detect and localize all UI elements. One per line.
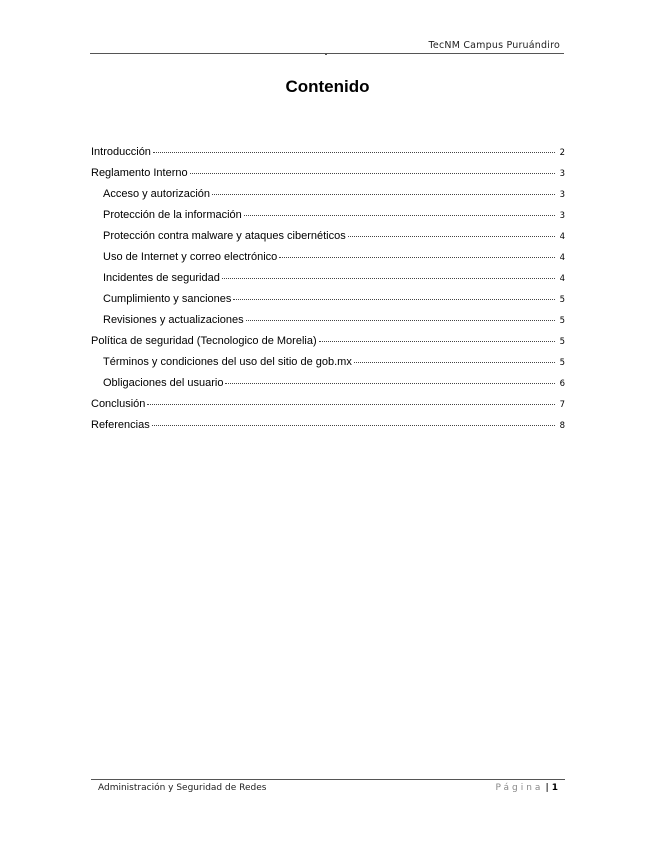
toc-entry-page: 5 xyxy=(559,295,565,305)
header-rule-mark xyxy=(325,53,327,55)
footer-page-number: 1 xyxy=(551,783,558,793)
toc-entry-title[interactable]: Protección de la información xyxy=(103,209,242,221)
toc-entry-title[interactable]: Introducción xyxy=(91,146,151,158)
toc-entry-page: 5 xyxy=(559,358,565,368)
toc-entry-title[interactable]: Conclusión xyxy=(91,398,146,410)
toc-entry-title[interactable]: Incidentes de seguridad xyxy=(103,272,220,284)
toc-entry-title[interactable]: Revisiones y actualizaciones xyxy=(103,314,244,326)
toc-entry-title[interactable]: Cumplimiento y sanciones xyxy=(103,293,232,305)
header-rule xyxy=(90,53,564,54)
toc-dot-leader xyxy=(190,173,555,174)
toc-entry[interactable] xyxy=(91,398,565,419)
toc-entry[interactable] xyxy=(91,167,565,188)
toc-dot-leader xyxy=(225,383,555,384)
toc-entry-page: 8 xyxy=(559,421,565,431)
toc-entry-title[interactable]: Uso de Internet y correo electrónico xyxy=(103,251,278,263)
toc-entry[interactable] xyxy=(91,188,565,209)
toc-entry[interactable] xyxy=(91,146,565,167)
toc-entry[interactable] xyxy=(91,230,565,251)
toc-entry-title[interactable]: Acceso y autorización xyxy=(103,188,210,200)
footer-course: Administración y Seguridad de Redes xyxy=(98,783,267,793)
toc-dot-leader xyxy=(153,152,555,153)
toc-entry-title[interactable]: Términos y condiciones del uso del sitio de gob.mx xyxy=(103,356,352,368)
toc-entry[interactable] xyxy=(91,314,565,335)
toc-entry-page: 3 xyxy=(559,169,565,179)
toc-entry-title[interactable]: Referencias xyxy=(91,419,150,431)
toc-entry-page: 3 xyxy=(559,211,565,221)
toc-entry[interactable] xyxy=(91,377,565,398)
toc-dot-leader xyxy=(147,404,555,405)
table-of-contents xyxy=(91,146,565,440)
toc-entry-page: 7 xyxy=(559,400,565,410)
footer-page-info xyxy=(495,783,558,793)
toc-dot-leader xyxy=(152,425,555,426)
toc-entry-page: 6 xyxy=(559,379,565,389)
toc-entry-title[interactable]: Protección contra malware y ataques cibernéticos xyxy=(103,230,346,242)
footer-page-label: Página xyxy=(495,783,544,793)
toc-entry-title[interactable]: Reglamento Interno xyxy=(91,167,188,179)
toc-entry-page: 2 xyxy=(559,148,565,158)
toc-entry-page: 4 xyxy=(559,232,565,242)
toc-entry[interactable] xyxy=(91,272,565,293)
toc-entry[interactable] xyxy=(91,251,565,272)
toc-entry-title[interactable]: Política de seguridad (Tecnologico de Morelia) xyxy=(91,335,317,347)
toc-dot-leader xyxy=(222,278,555,279)
toc-entry-page: 3 xyxy=(559,190,565,200)
toc-dot-leader xyxy=(246,320,555,321)
page-title: Contenido xyxy=(285,77,370,96)
toc-dot-leader xyxy=(279,257,555,258)
toc-entry-page: 4 xyxy=(559,253,565,263)
header-campus: TecNM Campus Puruándiro xyxy=(428,40,560,51)
footer-rule xyxy=(91,779,565,780)
toc-entry-page: 4 xyxy=(559,274,565,284)
toc-entry-page: 5 xyxy=(559,337,565,347)
toc-entry[interactable] xyxy=(91,293,565,314)
toc-entry-title[interactable]: Obligaciones del usuario xyxy=(103,377,224,389)
toc-entry-page: 5 xyxy=(559,316,565,326)
toc-dot-leader xyxy=(319,341,555,342)
toc-dot-leader xyxy=(354,362,555,363)
toc-entry[interactable] xyxy=(91,419,565,440)
toc-dot-leader xyxy=(348,236,555,237)
toc-dot-leader xyxy=(244,215,555,216)
toc-dot-leader xyxy=(212,194,555,195)
toc-entry[interactable] xyxy=(91,209,565,230)
toc-entry[interactable] xyxy=(91,335,565,356)
toc-dot-leader xyxy=(233,299,555,300)
footer-separator: | xyxy=(545,783,549,793)
toc-entry[interactable] xyxy=(91,356,565,377)
